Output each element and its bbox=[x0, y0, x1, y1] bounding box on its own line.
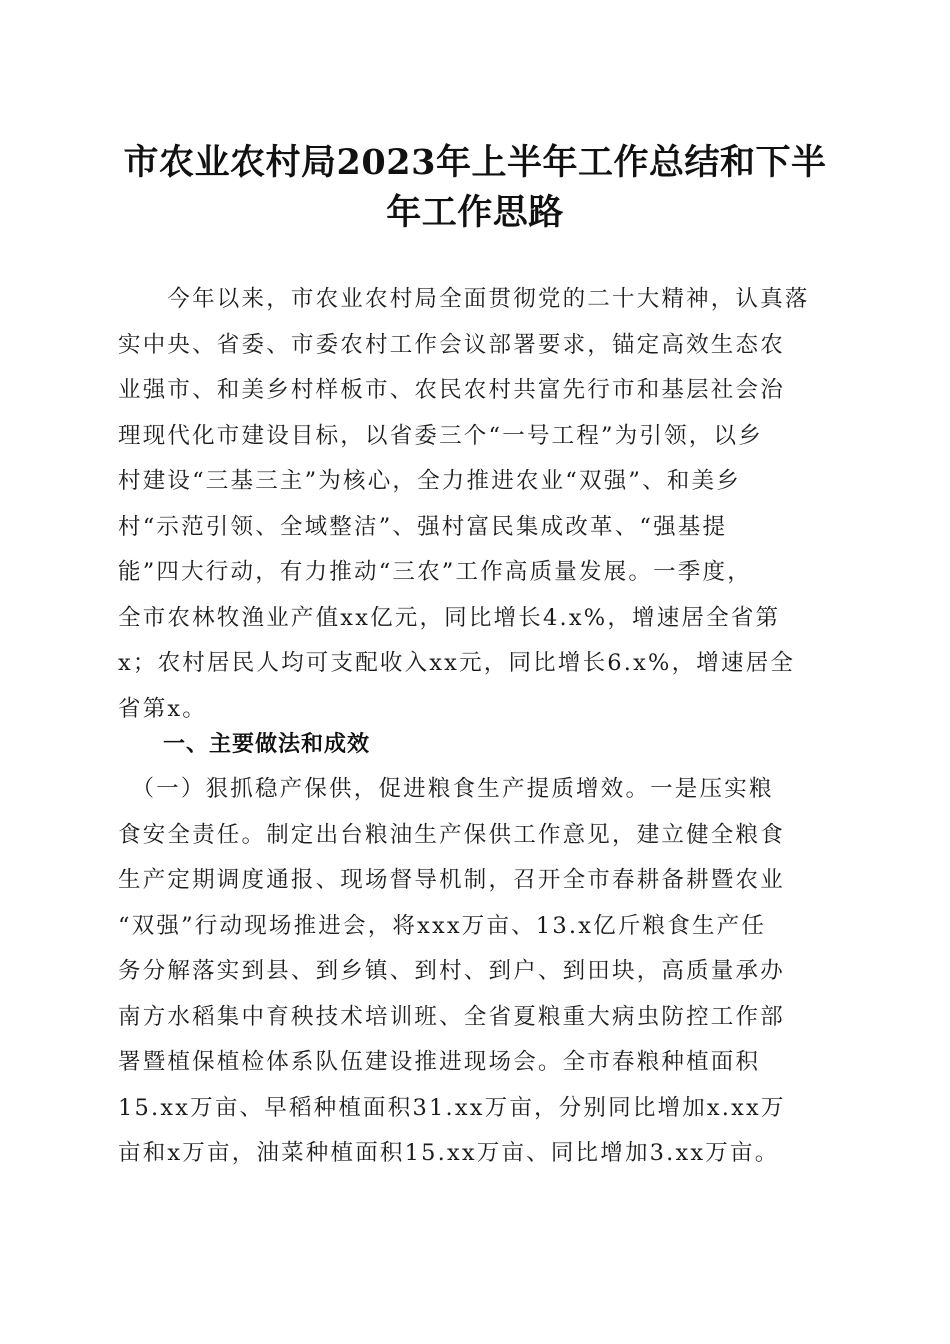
intro-line: 能”四大行动，有力推动“三农”工作高质量发展。一季度， bbox=[118, 559, 752, 585]
section-line: 亩和x万亩，油菜种植面积15.xx万亩、同比增加3.xx万亩。 bbox=[118, 1140, 780, 1166]
section-paragraph bbox=[118, 767, 832, 1177]
intro-line: x；农村居民人均可支配收入xx元，同比增长6.x%，增速居全 bbox=[118, 650, 796, 676]
document-title bbox=[118, 138, 832, 238]
intro-line: 理现代化市建设目标，以省委三个“一号工程”为引领，以乡 bbox=[118, 422, 763, 449]
intro-line: 村建设“三基三主”为核心，全力推进农业“双强”、和美乡 bbox=[118, 468, 741, 494]
title-line-1: 市农业农村局2023年上半年工作总结和下半 bbox=[123, 142, 827, 183]
section-line: 务分解落实到县、到乡镇、到村、到户、到田块，高质量承办 bbox=[118, 958, 785, 984]
section-line: 署暨植保植检体系队伍建设推进现场会。全市春粮种植面积 bbox=[118, 1049, 761, 1075]
intro-line: 今年以来，市农业农村局全面贯彻党的二十大精神，认真落 bbox=[118, 286, 810, 312]
section-line: 生产定期调度通报、现场督导机制，召开全市春耕备耕暨农业 bbox=[118, 867, 785, 893]
intro-line: 省第x。 bbox=[118, 695, 207, 722]
section-line: 南方水稻集中育秧技术培训班、全省夏粮重大病虫防控工作部 bbox=[118, 1003, 785, 1030]
intro-paragraph bbox=[118, 277, 832, 732]
section-line: （一）狠抓稳产保供，促进粮食生产提质增效。一是压实粮 bbox=[118, 776, 774, 802]
section-line: 食安全责任。制定出台粮油生产保供工作意见，建立健全粮食 bbox=[118, 821, 785, 848]
intro-line: 实中央、省委、市委农村工作会议部署要求，锚定高效生态农 bbox=[118, 331, 785, 358]
section-line: “双强”行动现场推进会，将xxx万亩、13.x亿斤粮食生产任 bbox=[118, 912, 767, 939]
intro-line: 全市农林牧渔业产值xx亿元，同比增长4.x%，增速居全省第 bbox=[118, 604, 781, 631]
section-heading: 一、主要做法和成效 bbox=[163, 732, 371, 757]
title-line-2: 年工作思路 bbox=[386, 192, 564, 233]
intro-line: 业强市、和美乡村样板市、农民农村共富先行市和基层社会治 bbox=[118, 377, 785, 403]
intro-line: 村“示范引领、全域整洁”、强村富民集成改革、“强基提 bbox=[118, 513, 728, 540]
section-line: 15.xx万亩、早稻种植面积31.xx万亩，分别同比增加x.xx万 bbox=[118, 1094, 786, 1121]
